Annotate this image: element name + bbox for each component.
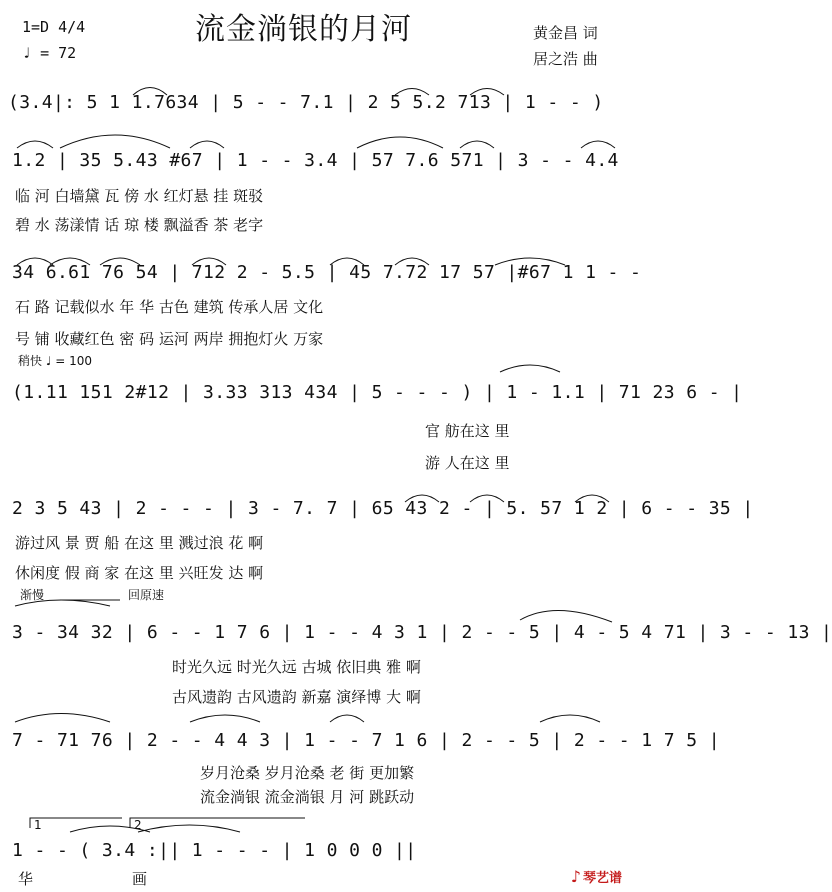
lyrics-line-7-verse-1: 岁月沧桑 岁月沧桑 老 街 更加繁	[200, 764, 415, 782]
notation-line-1: (3.4|: 5 1 1.7634 | 5 - - 7.1 | 2 5 5.2 713 | 1 - - )	[8, 92, 604, 113]
lyrics-line-4-verse-1: 官 舫在这 里	[425, 422, 510, 440]
lyrics-line-2-verse-1: 临 河 白墙黛 瓦 傍 水 红灯悬 挂 斑驳	[15, 187, 264, 205]
lyrics-line-6-verse-2: 古风遗韵 古风遗韵 新嘉 演绎博 大 啊	[172, 688, 421, 706]
a-tempo-mark: 回原速	[128, 588, 165, 602]
lyrics-line-4-verse-2: 游 人在这 里	[425, 454, 510, 472]
first-ending-number: 1	[34, 818, 42, 832]
notation-line-5: 2 3 5 43 | 2 - - - | 3 - 7. 7 | 65 43 2 - | 5. 57 1 2 | 6 - - 35 |	[12, 498, 754, 519]
note-icon: ♩	[22, 44, 32, 62]
ritardando-mark: 渐慢	[20, 588, 45, 602]
lyrics-line-2-verse-2: 碧 水 荡漾情 话 琼 楼 飘溢香 茶 老字	[15, 216, 264, 234]
lyrics-line-5-verse-2: 休闲度 假 商 家 在这 里 兴旺发 达 啊	[15, 564, 264, 582]
logo-icon: ♪	[570, 867, 581, 886]
lyricist-credit: 黄金昌 词	[533, 24, 598, 42]
lyrics-line-7-verse-2: 流金淌银 流金淌银 月 河 跳跃动	[200, 788, 415, 806]
watermark-logo	[571, 867, 622, 886]
key-signature: 1=D 4/4	[22, 18, 86, 36]
watermark-text: 琴艺谱	[582, 871, 622, 886]
lyrics-line-6-verse-1: 时光久远 时光久远 古城 依旧典 雅 啊	[172, 658, 421, 676]
notation-line-7: 7 - 71 76 | 2 - - 4 4 3 | 1 - - 7 1 6 | 2 - - 5 | 2 - - 1 7 5 |	[12, 730, 720, 751]
notation-line-6: 3 - 34 32 | 6 - - 1 7 6 | 1 - - 4 3 1 | 2 - - 5 | 4 - 5 4 71 | 3 - - 13 |	[12, 622, 832, 643]
page-title: 流金淌银的月河	[195, 12, 412, 47]
lyrics-line-8-verse-2: 画	[132, 870, 148, 888]
notation-line-4: (1.11 151 2#12 | 3.33 313 434 | 5 - - - ) | 1 - 1.1 | 71 23 6 - |	[12, 382, 743, 403]
notation-line-3: 34 6.61 76 54 | 712 2 - 5.5 | 45 7.72 17 57 |#67 1 1 - -	[12, 262, 642, 283]
tempo-marking	[22, 44, 76, 62]
lyrics-line-8-verse-1: 华	[18, 870, 34, 888]
notation-line-2: 1.2 | 35 5.43 #67 | 1 - - 3.4 | 57 7.6 571 | 3 - - 4.4	[12, 150, 619, 171]
composer-credit: 居之浩 曲	[533, 50, 598, 68]
lyrics-line-3-verse-1: 石 路 记载似水 年 华 古色 建筑 传承人居 文化	[15, 298, 324, 316]
lyrics-line-3-verse-2: 号 铺 收藏红色 密 码 运河 两岸 拥抱灯火 万家	[15, 330, 324, 348]
second-ending-number: 2	[134, 818, 142, 832]
tempo-value: = 72	[40, 44, 77, 62]
lyrics-line-5-verse-1: 游过风 景 贾 船 在这 里 溅过浪 花 啊	[15, 534, 264, 552]
tempo-change-mark: 稍快 ♩ = 100	[18, 354, 93, 368]
notation-line-8: 1 - - ( 3.4 :|| 1 - - - | 1 0 0 0 ||	[12, 840, 417, 861]
